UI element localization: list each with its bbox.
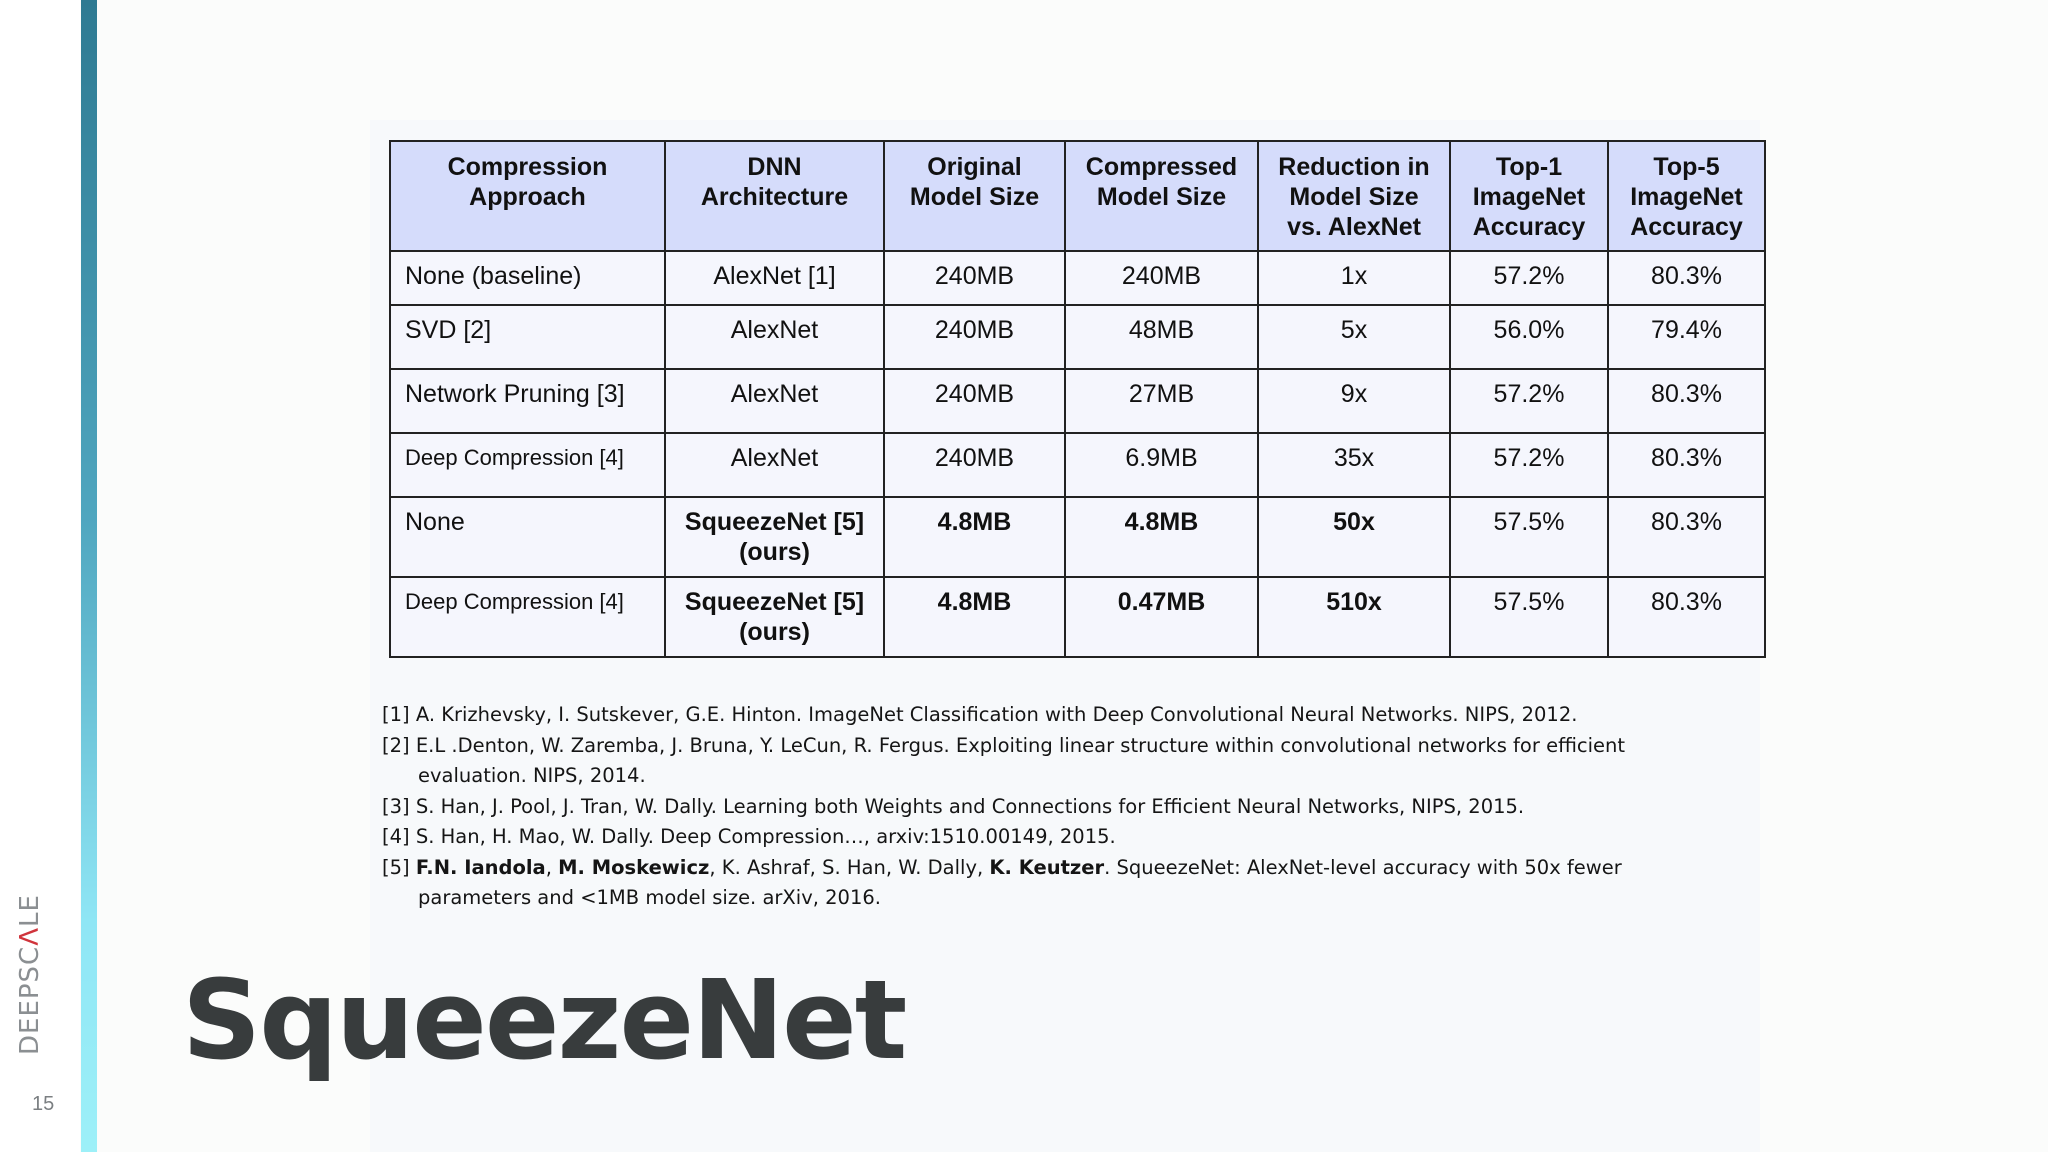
page-number: 15: [32, 1093, 55, 1115]
table-row: [390, 577, 1765, 657]
cell-top1: 57.5%: [1450, 497, 1608, 577]
cell-architecture: SqueezeNet [5] (ours): [665, 577, 884, 657]
reference-5-author-moskewicz: M. Moskewicz: [558, 855, 710, 879]
header-compression-approach: Compression Approach: [390, 141, 665, 251]
cell-top5: 80.3%: [1608, 433, 1765, 497]
cell-architecture: AlexNet: [665, 305, 884, 369]
reference-4: [4] S. Han, H. Mao, W. Dally. Deep Compression…, arxiv:1510.00149, 2015.: [382, 825, 1116, 848]
cell-top5: 80.3%: [1608, 251, 1765, 305]
cell-reduction: 510x: [1258, 577, 1450, 657]
brand-accent-glyph: Λ: [15, 926, 45, 946]
cell-top5: 80.3%: [1608, 369, 1765, 433]
cell-approach: None (baseline): [390, 251, 665, 305]
reference-5-author-keutzer: K. Keutzer: [989, 855, 1105, 879]
cell-architecture: SqueezeNet [5] (ours): [665, 497, 884, 577]
cell-reduction: 35x: [1258, 433, 1450, 497]
table-row: [390, 251, 1765, 305]
cell-approach: Network Pruning [3]: [390, 369, 665, 433]
reference-5-prefix: [5]: [382, 855, 416, 879]
header-compressed-model-size: Compressed Model Size: [1065, 141, 1258, 251]
cell-top5: 80.3%: [1608, 497, 1765, 577]
cell-original-size: 4.8MB: [884, 577, 1065, 657]
cell-reduction: 9x: [1258, 369, 1450, 433]
cell-original-size: 240MB: [884, 305, 1065, 369]
reference-3: [3] S. Han, J. Pool, J. Tran, W. Dally. Learning both Weights and Connections for Efficient Neural Networks, NIPS, 2015.: [382, 794, 1525, 818]
references-list: [382, 700, 1732, 914]
cell-top1: 57.2%: [1450, 433, 1608, 497]
header-top1-accuracy: Top-1 ImageNet Accuracy: [1450, 141, 1608, 251]
cell-compressed-size: 4.8MB: [1065, 497, 1258, 577]
cell-original-size: 240MB: [884, 433, 1065, 497]
cell-original-size: 4.8MB: [884, 497, 1065, 577]
table-row: [390, 369, 1765, 433]
comparison-table: [389, 140, 1766, 658]
reference-5: [382, 853, 1732, 914]
header-original-model-size: Original Model Size: [884, 141, 1065, 251]
header-dnn-architecture: DNN Architecture: [665, 141, 884, 251]
cell-top5: 79.4%: [1608, 305, 1765, 369]
table-header-row: [390, 141, 1765, 251]
cell-top5: 80.3%: [1608, 577, 1765, 657]
cell-compressed-size: 48MB: [1065, 305, 1258, 369]
reference-5-middle: , K. Ashraf, S. Han, W. Dally,: [709, 855, 990, 879]
cell-compressed-size: 27MB: [1065, 369, 1258, 433]
cell-compressed-size: 6.9MB: [1065, 433, 1258, 497]
cell-architecture: AlexNet: [665, 433, 884, 497]
reference-1: [1] A. Krizhevsky, I. Sutskever, G.E. Hinton. ImageNet Classification with Deep Convolutional Neural Networks. NIPS, 2012.: [382, 703, 1578, 726]
reference-5-author-iandola: F.N. Iandola: [415, 855, 546, 879]
cell-top1: 57.2%: [1450, 251, 1608, 305]
table-row: [390, 433, 1765, 497]
cell-top1: 56.0%: [1450, 305, 1608, 369]
cell-top1: 57.2%: [1450, 369, 1608, 433]
reference-5-rest: . SqueezeNet: AlexNet-level accuracy with 50x fewer parameters and <1MB model size. arXiv, 2016.: [418, 855, 1622, 909]
accent-bar: [81, 0, 97, 1152]
cell-reduction: 1x: [1258, 251, 1450, 305]
cell-compressed-size: 240MB: [1065, 251, 1258, 305]
reference-5-separator: ,: [545, 855, 559, 879]
cell-architecture: AlexNet [1]: [665, 251, 884, 305]
cell-approach: Deep Compression [4]: [390, 577, 665, 657]
brand-prefix: DEEPSC: [15, 945, 45, 1055]
cell-reduction: 5x: [1258, 305, 1450, 369]
cell-compressed-size: 0.47MB: [1065, 577, 1258, 657]
cell-reduction: 50x: [1258, 497, 1450, 577]
table-row: [390, 305, 1765, 369]
header-top5-accuracy: Top-5 ImageNet Accuracy: [1608, 141, 1765, 251]
reference-2: [2] E.L .Denton, W. Zaremba, J. Bruna, Y. LeCun, R. Fergus. Exploiting linear structure within convolutional networks for efficient evaluation. NIPS, 2014.: [382, 733, 1626, 787]
cell-original-size: 240MB: [884, 251, 1065, 305]
cell-top1: 57.5%: [1450, 577, 1608, 657]
cell-architecture: AlexNet: [665, 369, 884, 433]
slide-title: SqueezeNet: [182, 956, 906, 1084]
cell-approach: SVD [2]: [390, 305, 665, 369]
cell-approach: None: [390, 497, 665, 577]
brand-suffix: LE: [15, 894, 45, 927]
header-reduction: Reduction in Model Size vs. AlexNet: [1258, 141, 1450, 251]
brand-logo: [15, 894, 45, 1055]
cell-approach: Deep Compression [4]: [390, 433, 665, 497]
table-row: [390, 497, 1765, 577]
cell-original-size: 240MB: [884, 369, 1065, 433]
